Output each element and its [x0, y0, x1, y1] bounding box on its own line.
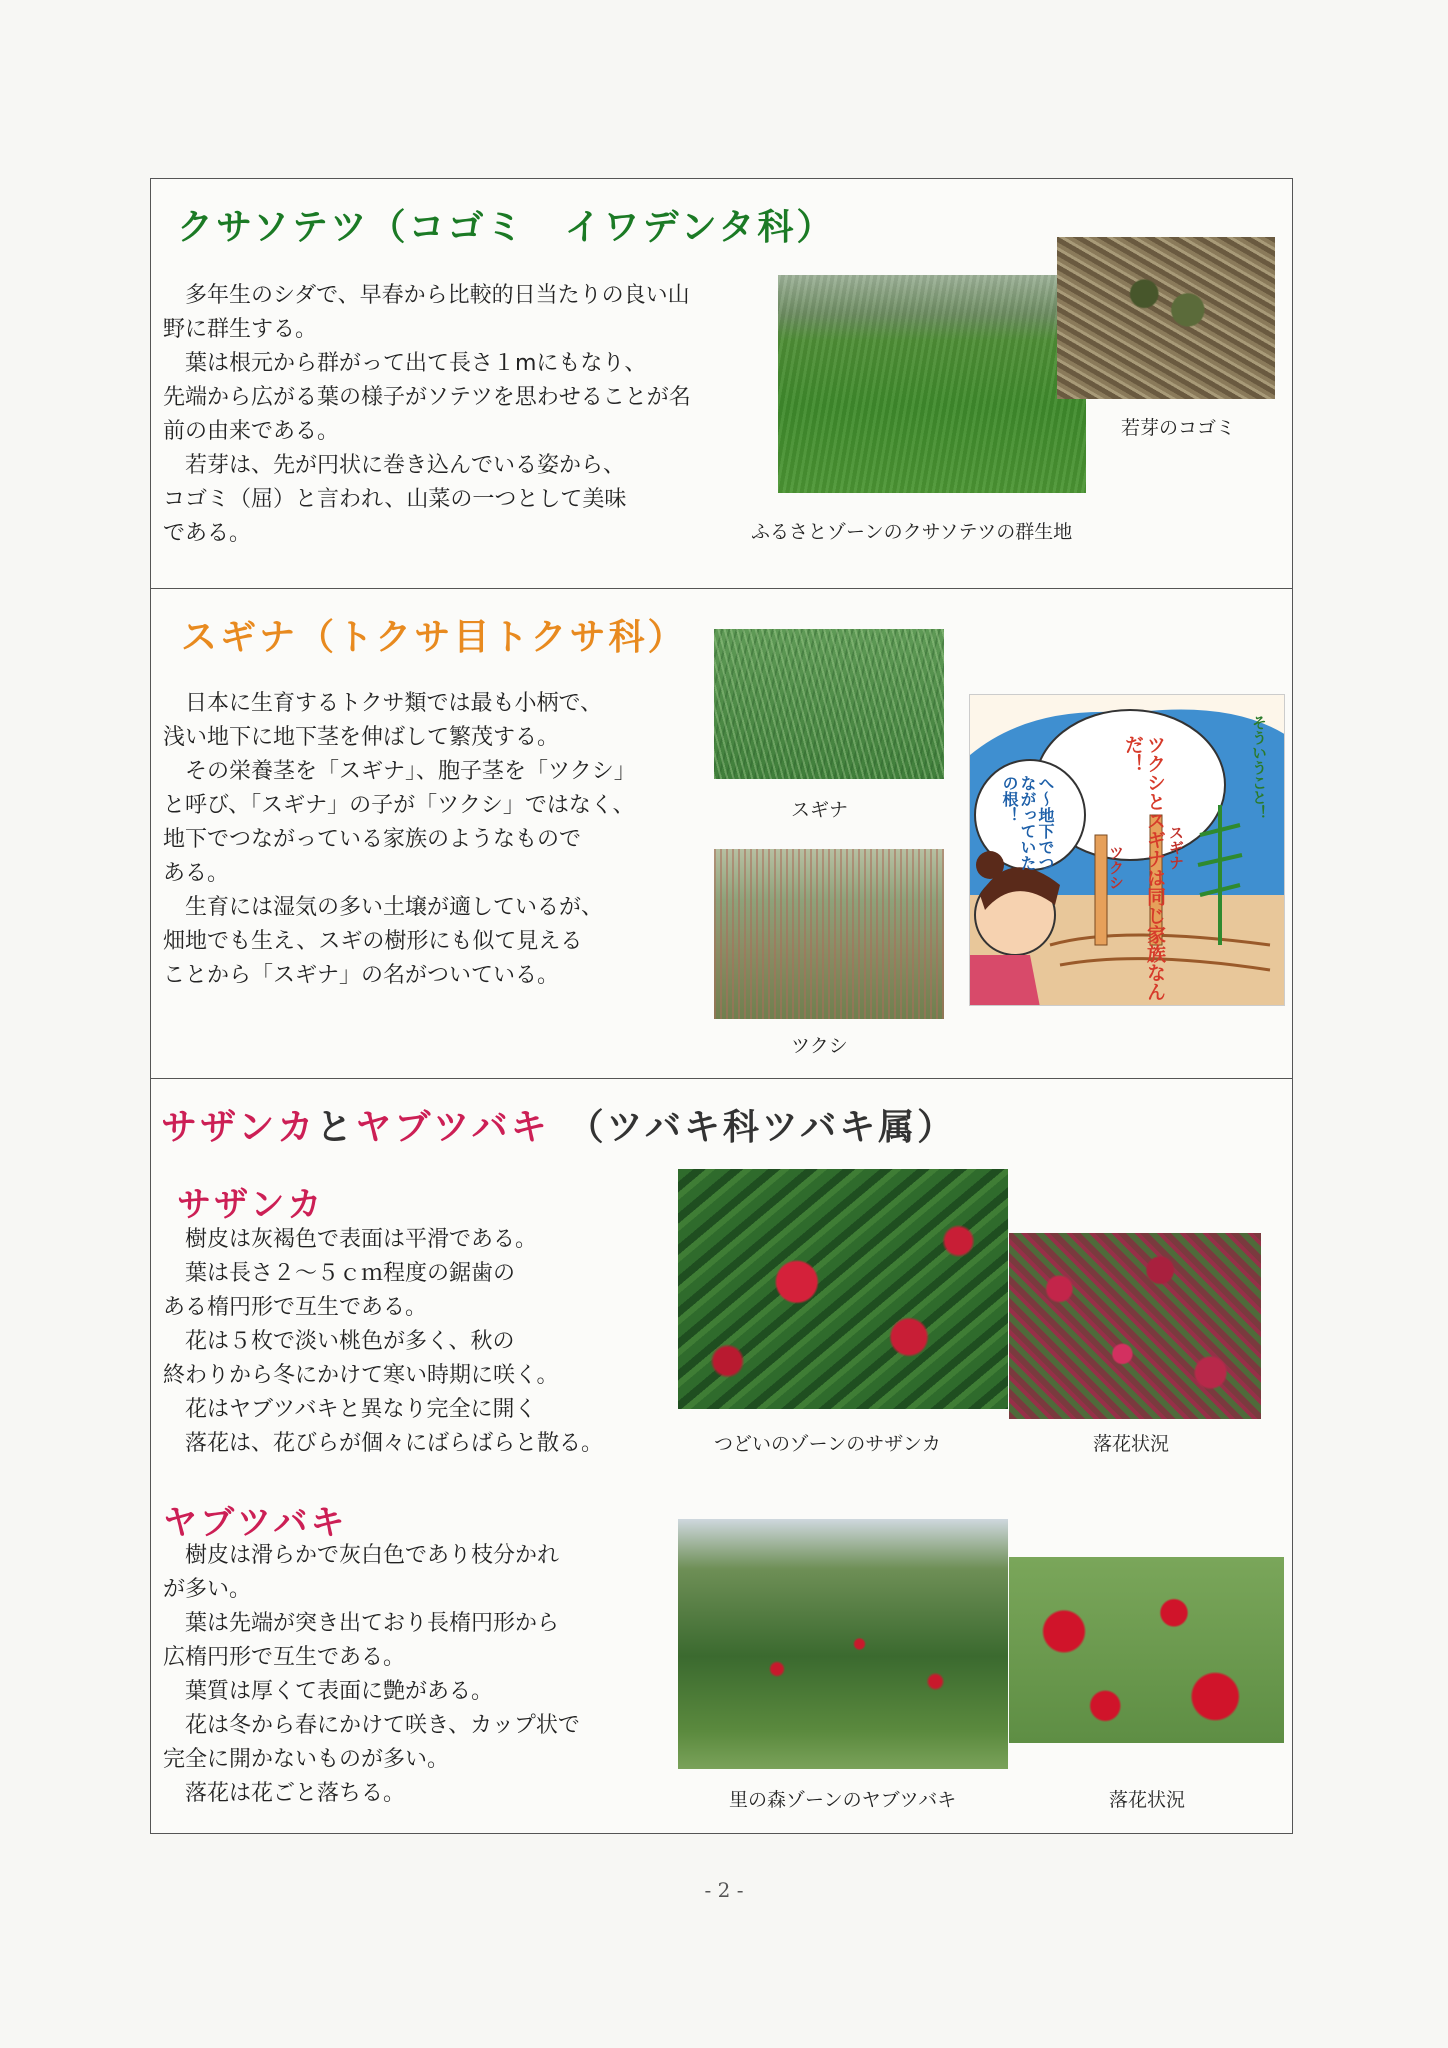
- sazanka-body: [163, 1223, 603, 1461]
- tsukushi-photo: [714, 849, 944, 1019]
- section-sugina: [151, 589, 1292, 1079]
- section-kusasotetsu: [151, 179, 1292, 589]
- yabutsubaki-fallen-caption: 落花状況: [1109, 1789, 1186, 1811]
- body-line: 生育には湿気の多い土壌が適しているが、: [163, 895, 604, 920]
- cartoon-bubble-left: へ〜地下でつながっていたの根！: [1000, 775, 1055, 871]
- body-line: 浅い地下に地下茎を伸ばして繁茂する。: [163, 725, 560, 750]
- sazanka-fallen-photo: [1009, 1233, 1261, 1419]
- body-line: 多年生のシダで、早春から比較的日当たりの良い山: [163, 283, 690, 308]
- title-sazanka: サザンカ: [161, 1107, 317, 1148]
- section-title-kusasotetsu: クサソテツ（コゴミ イワデンタ科）: [177, 207, 836, 248]
- body-line: 花は冬から春にかけて咲き、カップ状で: [163, 1713, 580, 1738]
- body-line: 葉は先端が突き出ており長楕円形から: [163, 1611, 560, 1636]
- cartoon-bubble-main: ツクシとスギナは同じ家族なんだ！: [1122, 735, 1166, 1001]
- subtitle-yabutsubaki: ヤブツバキ: [163, 1503, 348, 1543]
- body-line: 葉は根元から群がって出て長さ１mにもなり、: [163, 351, 647, 376]
- yabutsubaki-body: [163, 1539, 580, 1811]
- body-line: 樹皮は灰褐色で表面は平滑である。: [163, 1227, 538, 1252]
- body-line: 樹皮は滑らかで灰白色であり枝分かれ: [163, 1543, 560, 1568]
- body-line: 葉は長さ２～５ｃｍ程度の鋸歯の: [163, 1261, 516, 1286]
- cartoon-label-sugina: スギナ: [1167, 825, 1185, 870]
- yabutsubaki-photo-caption: 里の森ゾーンのヤブツバキ: [729, 1789, 957, 1811]
- body-line: 地下でつながっている家族のようなもので: [163, 827, 582, 852]
- sugina-cartoon: [969, 694, 1285, 1006]
- body-line: である。: [163, 521, 252, 546]
- sugina-photo-caption: スギナ: [791, 799, 849, 821]
- tsukushi-photo-caption: ツクシ: [791, 1035, 848, 1057]
- body-line: 終わりから冬にかけて寒い時期に咲く。: [163, 1363, 559, 1388]
- section-title-sugina: スギナ（トクサ目トクサ科）: [181, 617, 687, 658]
- body-line: 広楕円形で互生である。: [163, 1645, 406, 1670]
- sugina-body: [163, 687, 636, 993]
- yabutsubaki-fallen-photo: [1009, 1557, 1284, 1743]
- sugina-photo: [714, 629, 944, 779]
- body-line: その栄養茎を「スギナ」、胞子茎を「ツクシ」: [163, 759, 636, 784]
- body-line: 落花は花ごと落ちる。: [163, 1781, 406, 1806]
- body-line: ある楕円形で互生である。: [163, 1295, 428, 1320]
- sazanka-photo: [678, 1169, 1008, 1409]
- title-yabutsubaki: ヤブツバキ: [355, 1107, 550, 1148]
- body-line: 完全に開かないものが多い。: [163, 1747, 450, 1772]
- kusasotetsu-colony-photo: [778, 275, 1086, 493]
- section-title-tsubaki: [161, 1099, 956, 1150]
- body-line: が多い。: [163, 1577, 252, 1602]
- kogomi-sprout-photo: [1057, 237, 1275, 399]
- kusasotetsu-photo-caption: ふるさとゾーンのクサソテツの群生地: [751, 521, 1073, 543]
- content-frame: [150, 178, 1293, 1834]
- yabutsubaki-photo: [678, 1519, 1008, 1769]
- body-line: 前の由来である。: [163, 419, 340, 444]
- sazanka-photo-caption: つどいのゾーンのサザンカ: [714, 1433, 941, 1455]
- body-line: 花は５枚で淡い桃色が多く、秋の: [163, 1329, 515, 1354]
- subtitle-sazanka: サザンカ: [177, 1185, 325, 1225]
- page-number: - 2 -: [704, 1878, 744, 1902]
- title-family: （ツバキ科ツバキ属）: [567, 1107, 957, 1148]
- cartoon-label-tsukushi: ツクシ: [1107, 845, 1125, 890]
- sazanka-fallen-caption: 落花状況: [1093, 1433, 1170, 1455]
- section-tsubaki: [151, 1079, 1292, 1833]
- kogomi-photo-caption: 若芽のコゴミ: [1121, 417, 1236, 439]
- body-line: 日本に生育するトクサ類では最も小柄で、: [163, 691, 603, 716]
- body-line: 畑地でも生え、スギの樹形にも似て見える: [163, 929, 583, 954]
- body-line: 先端から広がる葉の様子がソテツを思わせることが名: [163, 385, 691, 410]
- body-line: 若芽は、先が円状に巻き込んでいる姿から、: [163, 453, 626, 478]
- body-line: ある。: [163, 861, 230, 886]
- cartoon-bubble-right: そういうこと！: [1250, 715, 1268, 820]
- body-line: 落花は、花びらが個々にばらばらと散る。: [163, 1431, 604, 1456]
- kusasotetsu-body: [163, 279, 691, 551]
- body-line: ことから「スギナ」の名がついている。: [163, 963, 560, 988]
- body-line: と呼び、「スギナ」の子が「ツクシ」ではなく、: [163, 793, 635, 818]
- body-line: 葉質は厚くて表面に艶がある。: [163, 1679, 494, 1704]
- body-line: 野に群生する。: [163, 317, 318, 342]
- body-line: コゴミ（屈）と言われ、山菜の一つとして美味: [163, 487, 627, 512]
- body-line: 花はヤブツバキと異なり完全に開く: [163, 1397, 537, 1422]
- title-to: と: [316, 1107, 356, 1148]
